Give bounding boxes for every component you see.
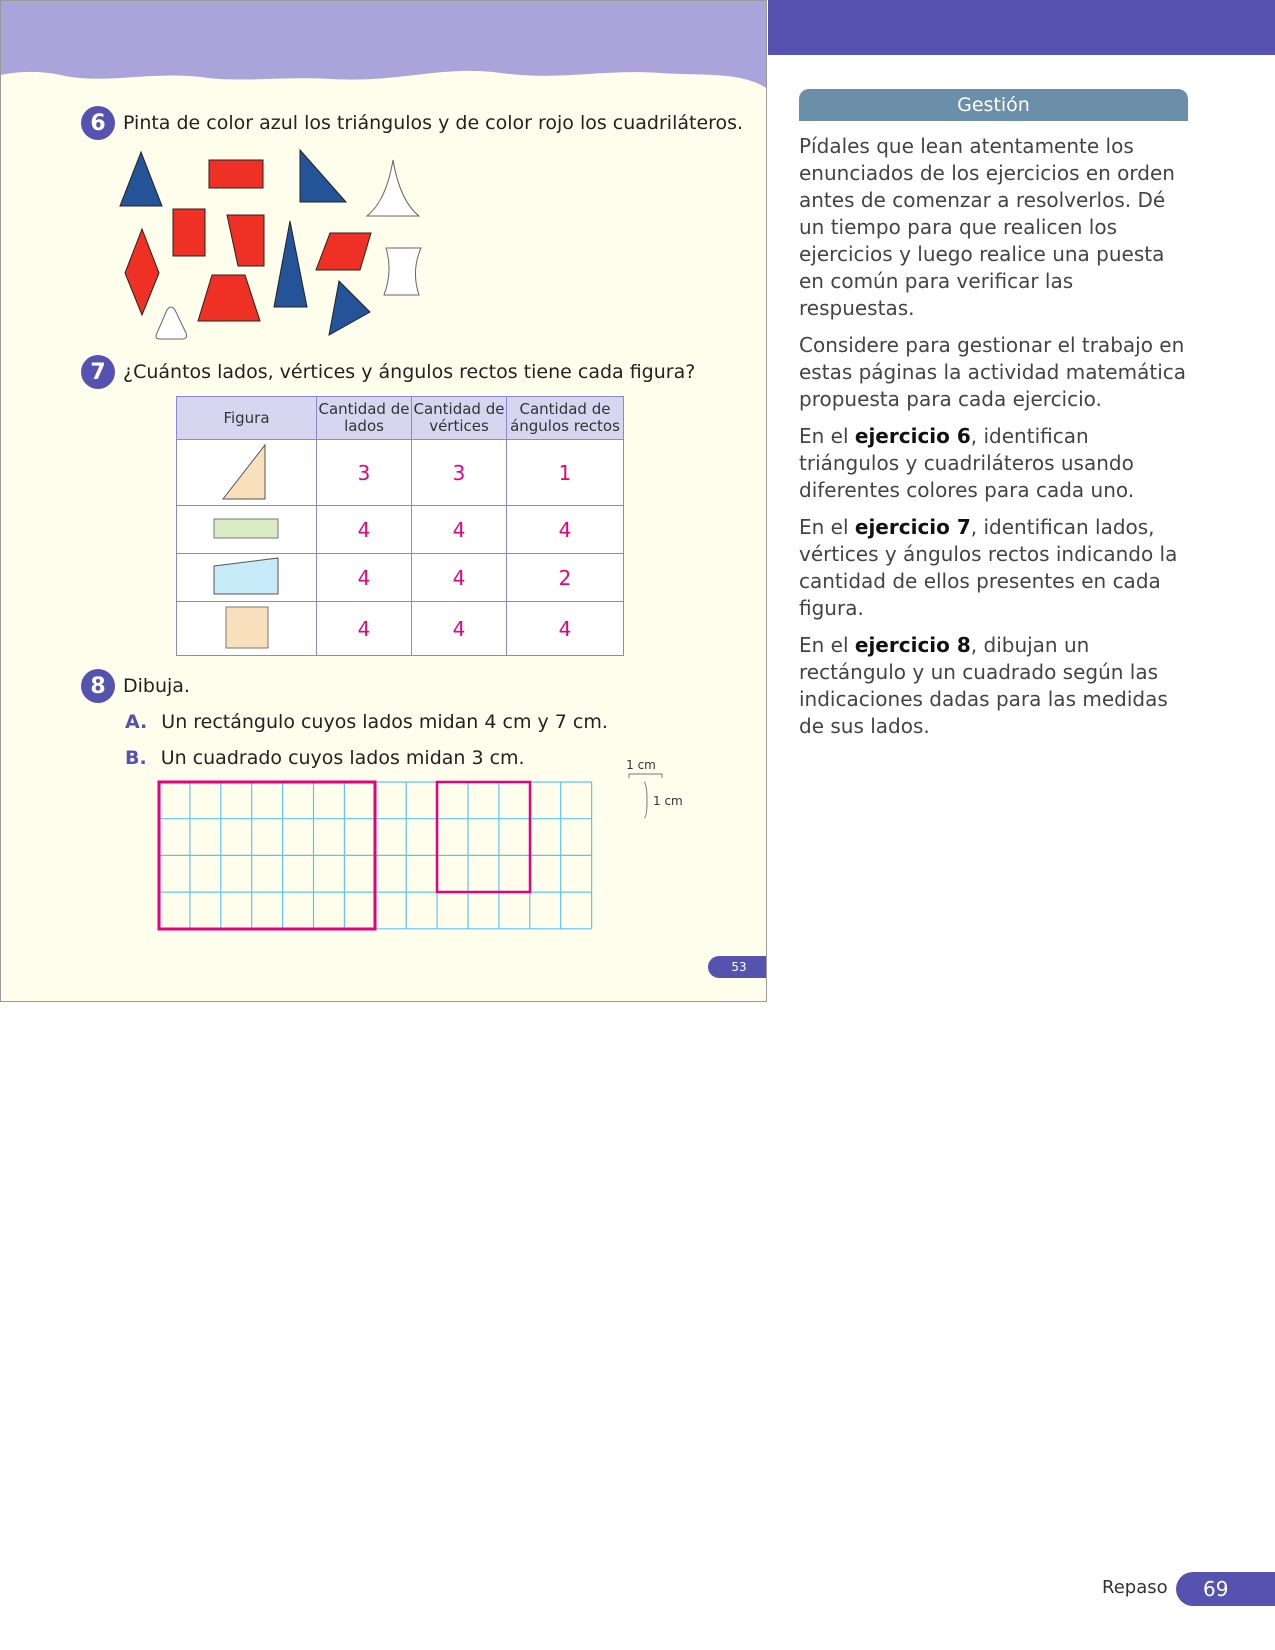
trapezoid-shape [198,275,260,321]
student-page [0,0,767,1002]
table-header [177,397,624,440]
item-label: B. [125,747,147,769]
rectangle-shape [209,160,263,188]
paragraph [799,423,1189,504]
header-angulos: Cantidad de ángulos rectos [507,397,624,440]
answer-cell: 4 [317,554,412,602]
text: En el [799,515,855,539]
header-figura: Figura [177,397,317,440]
answer-cell: 4 [412,554,507,602]
exercise-7 [81,355,695,389]
answer-cell: 2 [507,554,624,602]
exercise-instruction: ¿Cuántos lados, vértices y ángulos rectos tiene cada figura? [123,361,696,383]
exercise-instruction: Dibuja. [123,675,190,697]
rounded-triangle-shape [156,307,187,339]
exercise-ref: ejercicio 8 [854,633,971,657]
item-label: A. [125,711,148,733]
trapezoid-shape [227,215,264,266]
curved-shape [367,160,419,216]
item-text: Un cuadrado cuyos lados midan 3 cm. [160,747,525,769]
answer-cell: 3 [412,440,507,506]
answer-cell: 4 [507,602,624,656]
table-row [177,506,624,554]
answer-cell: 1 [507,440,624,506]
item-text: Un rectángulo cuyos lados midan 4 cm y 7 cm. [161,711,608,733]
paragraph [799,632,1189,740]
square-icon [223,604,271,650]
exercise-instruction: Pinta de color azul los triángulos y de color rojo los cuadriláteros. [123,112,744,134]
drawing-grid [151,756,731,936]
unit-label-vertical: 1 cm [653,794,683,808]
table-row [177,602,624,656]
answer-cell: 4 [412,602,507,656]
text: En el [799,424,855,448]
answer-cell: 3 [317,440,412,506]
answer-cell: 4 [317,506,412,554]
text: En el [799,633,855,657]
footer-label: Repaso [1102,1577,1168,1598]
paragraph [799,514,1189,622]
paragraph: Pídales que lean atentamente los enunciados de los ejercicios en orden antes de comenzar a resolverlos. Dé un tiempo para que realicen los ejercicios y luego realice una puesta en común para verificar las respuestas. [799,134,1175,320]
parallelogram-shape [316,233,371,270]
drawn-square [437,782,530,892]
guidance-text [799,133,1189,750]
exercise-8a [125,711,608,733]
trapezoid-icon [212,556,282,596]
answer-cell: 4 [412,506,507,554]
exercise-number-badge: 8 [81,669,115,703]
top-bar [768,0,1275,55]
answer-cell: 4 [507,506,624,554]
exercise-number-badge: 6 [81,106,115,140]
triangle-shape [274,221,307,307]
header-lados: Cantidad de lados [317,397,412,440]
exercise-ref: ejercicio 6 [854,424,971,448]
header-vertices: Cantidad de vértices [412,397,507,440]
text: , dibujan un rectángulo y un cuadrado según las indicaciones dadas para las medidas de sus lados. [799,633,1168,738]
unit-label-horizontal: 1 cm [626,758,656,772]
triangle-shape [120,152,162,206]
rectangle-icon [212,516,282,540]
figures-table [176,396,624,656]
page-number-badge: 69 [1176,1572,1275,1606]
exercise-8 [81,669,190,703]
shapes-figure [1,1,767,361]
text: , identifican triángulos y cuadriláteros usando diferentes colores para cada uno. [799,424,1135,502]
exercise-ref: ejercicio 7 [854,515,971,539]
right-triangle-icon [217,441,277,501]
table-row [177,554,624,602]
rectangle-shape [173,209,205,256]
exercise-number-badge: 7 [81,355,115,389]
table-row [177,440,624,506]
section-title: Gestión [799,89,1188,121]
paragraph: Considere para gestionar el trabajo en estas páginas la actividad matemática propuesta para cada ejercicio. [799,333,1187,411]
text: , identifican lados, vértices y ángulos rectos indicando la cantidad de ellos presentes en cada figura. [799,515,1178,620]
page-number-badge: 53 [708,956,767,978]
curved-shape [384,248,421,295]
answer-cell: 4 [317,602,412,656]
triangle-shape [300,150,346,202]
rhombus-shape [125,229,159,315]
triangle-shape [329,281,370,335]
